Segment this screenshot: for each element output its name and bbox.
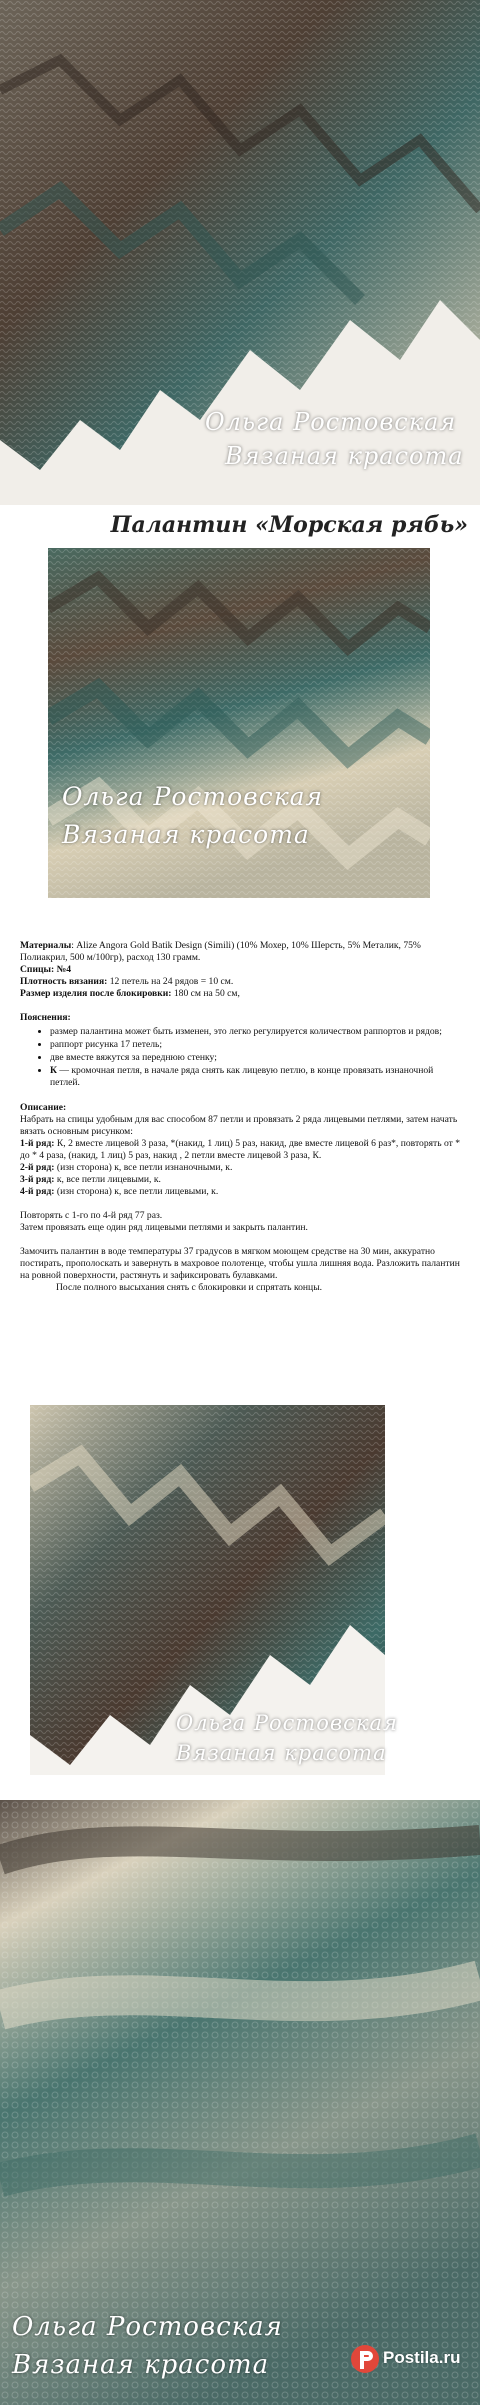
row-3 xyxy=(20,1174,465,1186)
materials-label: Материалы xyxy=(20,940,72,951)
needles xyxy=(20,964,465,976)
list-item: • размер палантина может быть изменен, это легко регулируется количеством раппортов и рядов; xyxy=(50,1026,465,1038)
row-1-text: К, 2 вместе лицевой 3 раза, *(накид, 1 лиц) 5 раз, накид, две вместе лицевой 6 раз*, повторять от * до * 4 раза, (накид, 1 лиц) 5 раз, накид , 2 петли вместе лицевой 3 раза, К. xyxy=(20,1138,461,1161)
watermark-line1: Ольга Ростовская xyxy=(205,408,457,436)
watermark-line1: Ольга Ростовская xyxy=(62,782,324,811)
row-3-label: 3-й ряд: xyxy=(20,1174,55,1185)
needles-label: Спицы: №4 xyxy=(20,964,72,975)
row-1 xyxy=(20,1138,465,1162)
row-3-text: к, все петли лицевыми, к. xyxy=(54,1174,161,1185)
watermark-second xyxy=(62,778,323,854)
list-item: • раппорт рисунка 17 петель; xyxy=(50,1039,465,1051)
k-text: — кромочная петля, в начале ряда снять как лицевую петлю, в конце провязать изнаночной петлей. xyxy=(50,1065,434,1088)
materials xyxy=(20,940,465,964)
k-label: К xyxy=(50,1065,57,1076)
watermark-line2: Вязаная красота xyxy=(225,442,464,470)
gauge-text: 12 петель на 24 рядов = 10 см. xyxy=(107,976,234,987)
watermark-line1: Ольга Ростовская xyxy=(176,1711,398,1735)
finish-text: Затем провязать еще один ряд лицевыми петлями и закрыть палантин. xyxy=(20,1222,308,1233)
watermark-line2: Вязаная красота xyxy=(176,1741,387,1765)
description-heading: Описание: xyxy=(20,1102,67,1113)
watermark-line1: Ольга Ростовская xyxy=(12,2312,283,2342)
postila-logo[interactable] xyxy=(347,2337,465,2382)
row-4 xyxy=(20,1186,465,1198)
watermark-third xyxy=(176,1708,398,1768)
size-label: Размер изделия после блокировки: xyxy=(20,988,172,999)
notes-heading: Пояснения: xyxy=(20,1012,71,1023)
list-item: • две вместе вяжутся за переднюю стенку; xyxy=(50,1052,465,1064)
page-title: Палантин «Морская рябь» xyxy=(110,512,468,538)
row-2-text: (изн сторона) к, все петли изнаночными, к. xyxy=(54,1162,233,1173)
materials-text: : Alize Angora Gold Batik Design (Simili) (10% Мохер, 10% Шерсть, 5% Металик, 75% Полиакрил, 500 м/100гр), расход 130 грамм. xyxy=(20,940,421,963)
description-intro: Набрать на спицы удобным для вас способом 87 петли и провязать 2 ряда лицевыми петлями, затем начать вязать основным рисунком: xyxy=(20,1114,458,1137)
pattern-text xyxy=(20,940,465,1294)
row-4-text: (изн сторона) к, все петли лицевыми, к. xyxy=(54,1186,219,1197)
postila-logo-text: Postila.ru xyxy=(383,2348,461,2367)
row-2 xyxy=(20,1162,465,1174)
gauge-label: Плотность вязания: xyxy=(20,976,108,987)
watermark-line2: Вязаная красота xyxy=(62,820,310,849)
notes-list xyxy=(20,1026,465,1089)
repeat-text: Повторять с 1-го по 4-й ряд 77 раз. xyxy=(20,1210,163,1221)
size xyxy=(20,988,465,1000)
dry-text: После полного высыхания снять с блокировки и спрятать концы. xyxy=(56,1282,323,1293)
watermark-line2: Вязаная красота xyxy=(12,2350,270,2380)
gauge xyxy=(20,976,465,988)
soak-text: Замочить палантин в воде температуры 37 градусов в мягком моющем средстве на 30 мин, аккуратно постирать, прополоскать и завернуть в махровое полотенце, чтобы ушла лишняя вода. Разложить палантин на ровной поверхности, растянуть и зафиксировать булавками. xyxy=(20,1246,460,1281)
watermark-bottom xyxy=(12,2308,283,2384)
list-item xyxy=(50,1065,465,1089)
size-text: 180 см на 50 см, xyxy=(171,988,240,999)
row-4-label: 4-й ряд: xyxy=(20,1186,55,1197)
row-2-label: 2-й ряд: xyxy=(20,1162,55,1173)
row-1-label: 1-й ряд: xyxy=(20,1138,55,1149)
watermark-top xyxy=(205,405,464,473)
